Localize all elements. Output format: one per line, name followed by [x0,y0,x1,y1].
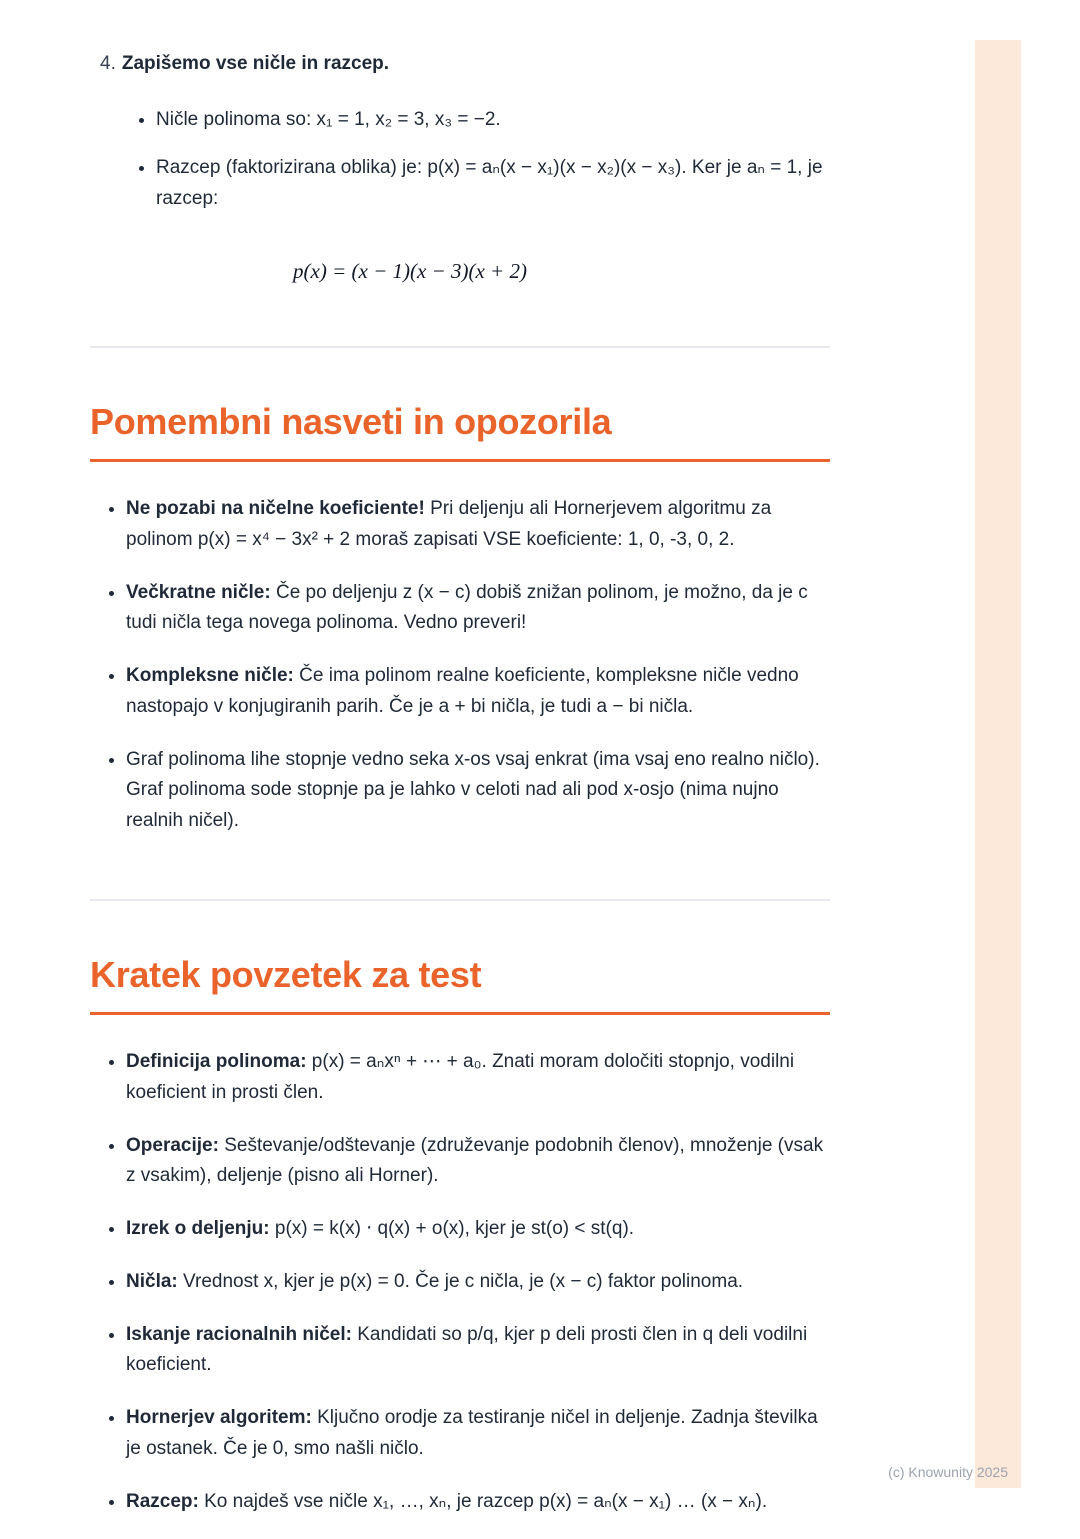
bullet-text: Seštevanje/odštevanje (združevanje podobnih členov), množenje (vsak z vsakim), deljenje (pisno ali Horner). [126,1134,824,1187]
bullet-text: Razcep (faktorizirana oblika) je: p(x) = aₙ(x − x₁)(x − x₂)(x − x₃). Ker je aₙ = 1, je razcep: [156,157,823,210]
list-item [156,153,832,215]
bullet-text: Graf polinoma lihe stopnje vedno seka x-os vsaj enkrat (ima vsaj eno realno ničlo). Graf polinoma sode stopnje pa je lahko v celoti nad ali pod x-osjo (nima nujno realnih ničel). [126,748,820,832]
advice-section [90,400,832,837]
list-item [126,1047,832,1109]
advice-bullet-list [90,494,832,837]
section-divider [90,346,830,348]
bullet-lead: Izrek o deljenju: [126,1218,270,1240]
list-item [126,494,832,556]
list-item [126,745,832,837]
bullet-text: Ključno orodje za testiranje ničel in deljenje. Zadnja številka je ostanek. Če je 0, smo našli ničlo. [126,1407,818,1459]
bullet-text: Pri deljenju ali Hornerjevem algoritmu za polinom p(x) = x⁴ − 3x² + 2 moraš zapisati VSE koeficiente: 1, 0, -3, 0, 2. [126,497,772,550]
footer-credit: (c) Knowunity 2025 [888,1464,1008,1480]
list-item [126,1320,832,1382]
bullet-lead: Razcep: [126,1490,199,1512]
list-item [126,661,832,723]
bullet-lead: Kompleksne ničle: [126,665,294,687]
section-heading-summary: Kratek povzetek za test [90,953,482,995]
bullet-lead: Definicija polinoma: [126,1051,307,1073]
step-4-section [90,50,832,284]
bullet-text: Ko najdeš vse ničle x₁, …, xₙ, je razcep p(x) = aₙ(x − x₁) … (x − xₙ). [198,1490,768,1512]
bullet-lead: Iskanje racionalnih ničel: [126,1323,352,1345]
section-divider [90,899,830,901]
step-number: 4. [100,53,116,74]
list-item [126,1267,832,1298]
document-page [90,0,832,1539]
bullet-text: Vrednost x, kjer je p(x) = 0. Če je c ničla, je (x − c) faktor polinoma. [177,1270,744,1292]
step-bullet-list [90,105,832,215]
bullet-text: Kandidati so p/q, kjer p deli prosti člen in q deli vodilni koeficient. [126,1323,808,1376]
bullet-lead: Hornerjev algoritem: [126,1407,312,1429]
bullet-text: Ničle polinoma so: x₁ = 1, x₂ = 3, x₃ = −2. [156,108,501,130]
heading-rule [90,459,830,462]
summary-bullet-list [90,1047,832,1517]
list-item [126,1214,832,1245]
step-title [90,50,832,79]
bullet-lead: Ničla: [126,1270,178,1292]
bullet-lead: Operacije: [126,1134,219,1156]
factored-formula: p(x) = (x − 1)(x − 3)(x + 2) [293,258,527,283]
list-item [126,1131,832,1193]
summary-section [90,953,832,1518]
list-item [156,105,832,136]
bullet-lead: Ne pozabi na ničelne koeficiente! [126,497,425,519]
bullet-text: p(x) = aₙxⁿ + ⋯ + a₀. Znati moram določiti stopnjo, vodilni koeficient in prosti člen. [126,1051,795,1103]
heading-rule [90,1012,830,1015]
bullet-lead: Večkratne ničle: [126,581,271,603]
list-item [126,578,832,640]
bullet-text: p(x) = k(x) ⋅ q(x) + o(x), kjer je st(o) < st(q). [269,1218,635,1240]
bullet-text: Če ima polinom realne koeficiente, kompleksne ničle vedno nastopajo v konjugiranih parih. Če je a + bi ničla, je tudi a − bi ničla. [126,665,799,717]
list-item [126,1487,832,1518]
step-title-text: Zapišemo vse ničle in razcep. [121,53,390,74]
accent-stripe [975,40,1021,1488]
list-item [126,1403,832,1465]
section-heading-advice: Pomembni nasveti in opozorila [90,400,612,442]
bullet-text: Če po deljenju z (x − c) dobiš znižan polinom, je možno, da je c tudi ničla tega novega polinoma. Vedno preveri! [126,581,808,634]
